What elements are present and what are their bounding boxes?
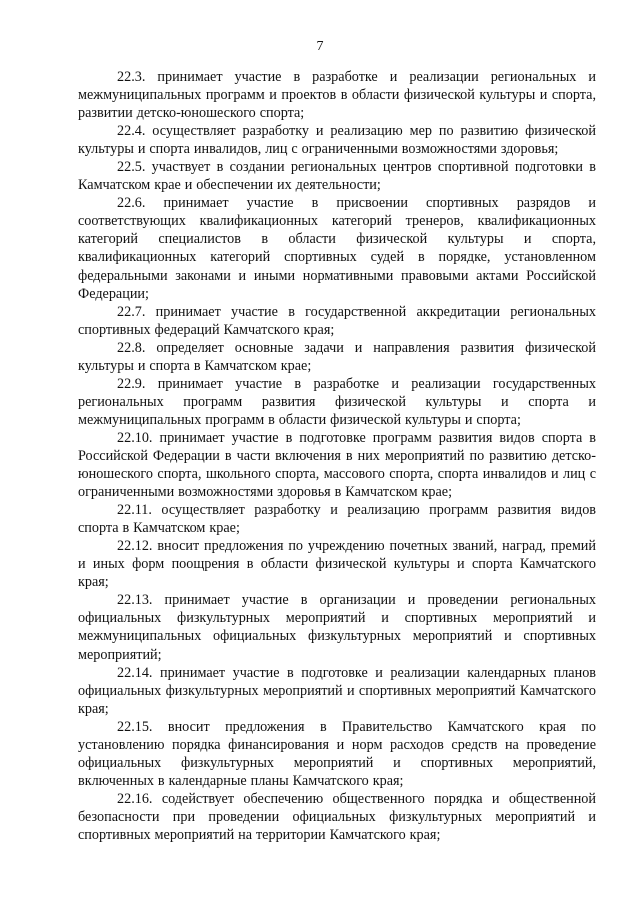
paragraph-22-3: 22.3. принимает участие в разработке и реализации региональных и межмуниципальных программ и проектов в области физической культуры и спорта, развитии детско-юношеского спорта; bbox=[78, 69, 596, 122]
paragraph-22-10: 22.10. принимает участие в подготовке программ развития видов спорта в Российской Федерации в части включения в них мероприятий по развитию детско-юношеского спорта, школьного спорта, массового спорта, спорта инвалидов и лиц с ограниченными возможностями здоровья в Камчатском крае; bbox=[78, 429, 596, 501]
paragraph-22-5: 22.5. участвует в создании региональных центров спортивной подготовки в Камчатском крае и обеспечении их деятельности; bbox=[78, 159, 596, 194]
paragraph-22-7: 22.7. принимает участие в государственной аккредитации региональных спортивных федераций Камчатского края; bbox=[78, 303, 596, 338]
document-body bbox=[78, 68, 596, 844]
paragraph-22-9: 22.9. принимает участие в разработке и реализации государственных региональных программ развития физической культуры и спорта и межмуниципальных программ в области физической культуры и спорта; bbox=[78, 375, 596, 428]
page-number: 7 bbox=[316, 39, 324, 54]
paragraph-22-12: 22.12. вносит предложения по учреждению почетных званий, наград, премий и иных форм поощрения в области физической культуры и спорта Камчатского края; bbox=[78, 538, 596, 591]
paragraph-22-13: 22.13. принимает участие в организации и проведении региональных официальных физкультурных мероприятий и спортивных мероприятий и межмуниципальных официальных физкультурных мероприятий и спортивных мероприятий; bbox=[78, 592, 596, 663]
paragraph-22-11: 22.11. осуществляет разработку и реализацию программ развития видов спорта в Камчатском крае; bbox=[78, 502, 596, 537]
paragraph-22-4: 22.4. осуществляет разработку и реализацию мер по развитию физической культуры и спорта инвалидов, лиц с ограниченными возможностями здоровья; bbox=[78, 123, 596, 158]
paragraph-22-6: 22.6. принимает участие в присвоении спортивных разрядов и соответствующих квалификационных категорий тренеров, квалификационных категорий специалистов в области физической культуры и спорта, квалификационных категорий спортивных судей в порядке, установленном федеральными законами и иными нормативными правовыми актами Российской Федерации; bbox=[78, 195, 596, 302]
paragraph-22-16: 22.16. содействует обеспечению общественного порядка и общественной безопасности при проведении официальных физкультурных мероприятий и спортивных мероприятий на территории Камчатского края; bbox=[78, 790, 596, 843]
paragraph-22-8: 22.8. определяет основные задачи и направления развития физической культуры и спорта в Камчатском крае; bbox=[78, 339, 596, 374]
paragraph-22-14: 22.14. принимает участие в подготовке и реализации календарных планов официальных физкультурных мероприятий и спортивных мероприятий Камчатского края; bbox=[78, 664, 596, 717]
paragraph-22-15: 22.15. вносит предложения в Правительство Камчатского края по установлению порядка финансирования и норм расходов средств на проведение официальных физкультурных мероприятий и спортивных мероприятий, включенных в календарные планы Камчатского края; bbox=[78, 718, 596, 789]
